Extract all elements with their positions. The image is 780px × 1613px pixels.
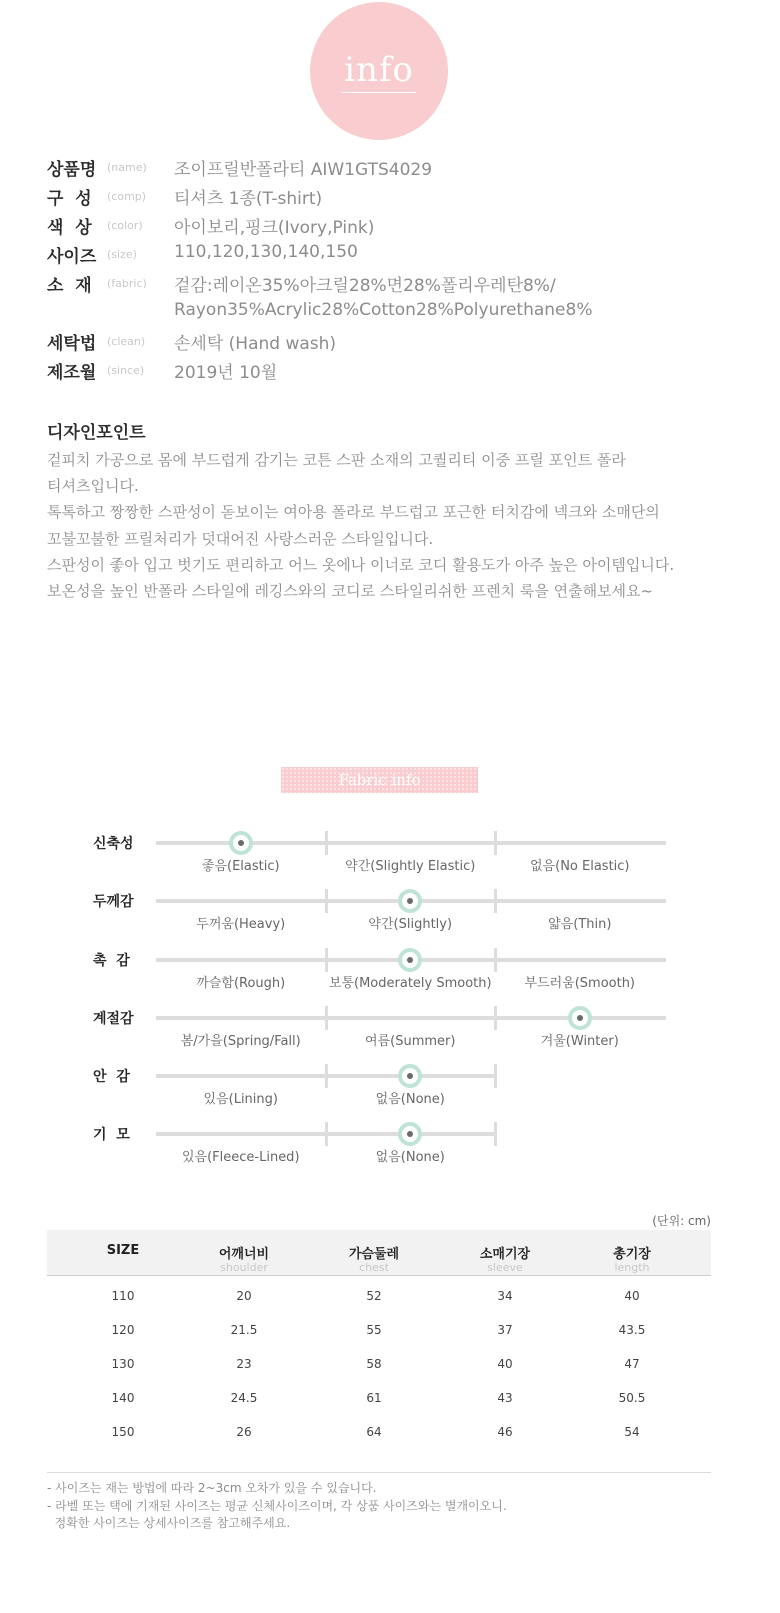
fabric-scale-divider xyxy=(325,1006,328,1030)
fabric-marker-center xyxy=(238,840,244,846)
fabric-row xyxy=(0,1127,780,1190)
fabric-info-title-text: Fabric info xyxy=(338,771,421,789)
table-row xyxy=(47,1313,711,1347)
fabric-option-label: 없음(No Elastic) xyxy=(530,859,630,874)
header-label: 어깨너비 xyxy=(218,1247,270,1262)
spec-sub-label: (fabric) xyxy=(107,277,147,290)
fabric-selected-marker xyxy=(398,948,422,972)
fabric-row-label: 신축성 xyxy=(93,836,134,852)
fabric-scale-divider xyxy=(325,831,328,855)
fabric-row-label: 촉 감 xyxy=(93,953,130,969)
table-cell: 43.5 xyxy=(618,1323,646,1337)
design-point-line: 톡톡하고 짱짱한 스판성이 돋보이는 여아용 폴라로 부드럽고 포근한 터치감에 넥크와 소매단의 xyxy=(47,503,660,522)
table-cell: 61 xyxy=(366,1391,382,1405)
table-cell: 34 xyxy=(497,1289,513,1303)
header-sublabel: sleeve xyxy=(487,1261,523,1274)
table-cell: 46 xyxy=(497,1425,513,1439)
header-label: 총기장 xyxy=(613,1247,651,1262)
fabric-info-title xyxy=(281,767,478,793)
fabric-scale-divider xyxy=(494,948,497,972)
spec-sub-label: (color) xyxy=(107,219,143,232)
fabric-option-label: 여름(Summer) xyxy=(365,1034,456,1049)
spec-value: 아이보리,핑크(Ivory,Pink) xyxy=(174,218,375,238)
fabric-scale-divider xyxy=(494,1122,497,1146)
fabric-option-label: 겨울(Winter) xyxy=(540,1034,619,1049)
size-table-header-cell xyxy=(58,1230,188,1258)
table-row xyxy=(47,1347,711,1381)
fabric-marker-center xyxy=(577,1015,583,1021)
size-note-line: - 라벨 또는 택에 기재된 사이즈는 평균 신체사이즈이며, 각 상품 사이즈와는 별개이오니. xyxy=(47,1498,507,1513)
fabric-option-label: 있음(Lining) xyxy=(203,1092,278,1107)
fabric-row-label: 기 모 xyxy=(93,1127,130,1143)
table-cell: 50.5 xyxy=(618,1391,646,1405)
table-cell: 55 xyxy=(366,1323,382,1337)
table-cell: 40 xyxy=(497,1357,513,1371)
spec-value: 겉감:레이온35%아크릴28%면28%폴리우레탄8%/ xyxy=(174,276,556,296)
table-cell: 24.5 xyxy=(230,1391,258,1405)
header-sublabel: length xyxy=(614,1261,650,1274)
fabric-row-label: 계절감 xyxy=(93,1011,134,1027)
fabric-scale-divider xyxy=(494,1006,497,1030)
fabric-scale-divider xyxy=(325,1064,328,1088)
spec-label: 제조월 xyxy=(47,363,97,383)
table-cell: 58 xyxy=(366,1357,382,1371)
unit-label: (단위: cm) xyxy=(652,1214,711,1228)
spec-value-continued: Rayon35%Acrylic28%Cotton28%Polyurethane8% xyxy=(174,300,593,320)
info-title: info xyxy=(342,50,416,93)
table-row xyxy=(47,1279,711,1313)
fabric-row xyxy=(0,894,780,957)
spec-label: 상품명 xyxy=(47,160,97,180)
fabric-marker-ring xyxy=(402,893,418,909)
fabric-marker-ring xyxy=(572,1010,588,1026)
table-cell: 26 xyxy=(236,1425,252,1439)
fabric-marker-center xyxy=(407,898,413,904)
table-cell: 21.5 xyxy=(230,1323,258,1337)
size-note-line: 정확한 사이즈는 상세사이즈를 참고해주세요. xyxy=(47,1516,291,1530)
table-cell: 20 xyxy=(236,1289,252,1303)
fabric-option-label: 보통(Moderately Smooth) xyxy=(328,976,492,991)
spec-label: 사이즈 xyxy=(47,247,97,267)
design-point-line: 스판성이 좋아 입고 벗기도 편리하고 어느 옷에나 이너로 코디 활용도가 아주 높은 아이템입니다. xyxy=(47,555,675,574)
size-table-bottom-rule xyxy=(47,1472,711,1473)
fabric-marker-ring xyxy=(402,1068,418,1084)
spec-sub-label: (clean) xyxy=(107,335,146,348)
spec-sub-label: (since) xyxy=(107,364,145,377)
spec-sub-label: (name) xyxy=(107,161,147,174)
fabric-option-label: 봄/가을(Spring/Fall) xyxy=(180,1034,301,1049)
table-row xyxy=(47,1415,711,1449)
info-badge xyxy=(310,2,448,140)
fabric-marker-center xyxy=(407,1073,413,1079)
fabric-option-label: 두꺼움(Heavy) xyxy=(196,917,286,932)
table-cell: 64 xyxy=(366,1425,382,1439)
table-cell: 43 xyxy=(497,1391,513,1405)
header-sublabel: chest xyxy=(359,1261,389,1274)
spec-value: 110,120,130,140,150 xyxy=(174,242,358,262)
design-point-line: 티셔츠입니다. xyxy=(47,477,139,496)
fabric-option-label: 없음(None) xyxy=(375,1150,445,1165)
fabric-selected-marker xyxy=(229,831,253,855)
spec-value: 티셔츠 1종(T-shirt) xyxy=(174,189,323,209)
fabric-option-label: 까슬함(Rough) xyxy=(196,976,286,991)
fabric-marker-ring xyxy=(233,835,249,851)
design-point-title: 디자인포인트 xyxy=(47,423,146,443)
fabric-marker-center xyxy=(407,957,413,963)
size-note-line: - 사이즈는 재는 방법에 따라 2~3cm 오차가 있을 수 있습니다. xyxy=(47,1481,377,1495)
fabric-option-label: 좋음(Elastic) xyxy=(201,859,280,874)
spec-value: 조이프릴반폴라티 AIW1GTS4029 xyxy=(174,160,433,180)
spec-label: 구 성 xyxy=(47,189,92,209)
table-cell: 110 xyxy=(111,1289,135,1303)
spec-value: 손세탁 (Hand wash) xyxy=(174,334,337,354)
fabric-scale-divider xyxy=(494,1064,497,1088)
fabric-scale-divider xyxy=(494,889,497,913)
fabric-row-label: 두께감 xyxy=(93,894,134,910)
fabric-option-label: 얇음(Thin) xyxy=(548,917,612,932)
header-sublabel: shoulder xyxy=(220,1261,268,1274)
spec-label: 소 재 xyxy=(47,276,92,296)
fabric-option-label: 약간(Slightly Elastic) xyxy=(345,859,476,874)
size-table-header-cell xyxy=(440,1230,570,1274)
fabric-option-label: 부드러움(Smooth) xyxy=(524,976,636,991)
design-point-line: 꼬불꼬불한 프릴처리가 덧대어진 사랑스러운 스타일입니다. xyxy=(47,529,434,548)
fabric-marker-ring xyxy=(402,1126,418,1142)
table-cell: 150 xyxy=(111,1425,135,1439)
table-row xyxy=(47,1381,711,1415)
header-label: 가슴둘레 xyxy=(348,1247,400,1262)
fabric-selected-marker xyxy=(398,1122,422,1146)
header-label: SIZE xyxy=(106,1243,140,1258)
table-cell: 37 xyxy=(497,1323,513,1337)
fabric-selected-marker xyxy=(568,1006,592,1030)
table-cell: 140 xyxy=(111,1391,135,1405)
fabric-scale-divider xyxy=(325,1122,328,1146)
table-cell: 52 xyxy=(366,1289,382,1303)
design-point-line: 겉피치 가공으로 몸에 부드럽게 감기는 코튼 스판 소재의 고퀄리티 이중 프릴 포인트 폴라 xyxy=(47,451,626,469)
table-cell: 130 xyxy=(111,1357,135,1371)
table-cell: 54 xyxy=(624,1425,640,1439)
spec-sub-label: (comp) xyxy=(107,190,147,203)
table-cell: 47 xyxy=(624,1357,640,1371)
header-label: 소매기장 xyxy=(479,1247,531,1262)
fabric-option-label: 없음(None) xyxy=(375,1092,445,1107)
design-point-line: 보온성을 높인 반폴라 스타일에 레깅스와의 코디로 스타일리쉬한 프렌치 룩을 연출해보세요~ xyxy=(47,582,654,600)
size-table-header-cell xyxy=(179,1230,309,1274)
fabric-scale-divider xyxy=(325,889,328,913)
fabric-row-label: 안 감 xyxy=(93,1069,130,1085)
spec-value: 2019년 10월 xyxy=(174,363,278,383)
fabric-option-label: 약간(Slightly) xyxy=(368,917,453,932)
size-table-header xyxy=(47,1230,711,1276)
fabric-selected-marker xyxy=(398,889,422,913)
fabric-scale-divider xyxy=(494,831,497,855)
size-table-header-cell xyxy=(567,1230,697,1274)
fabric-scale-divider xyxy=(325,948,328,972)
table-cell: 40 xyxy=(624,1289,640,1303)
table-cell: 23 xyxy=(236,1357,252,1371)
spec-label: 색 상 xyxy=(47,218,92,238)
spec-label: 세탁법 xyxy=(47,334,97,354)
fabric-option-label: 있음(Fleece-Lined) xyxy=(181,1150,300,1165)
table-cell: 120 xyxy=(111,1323,135,1337)
spec-sub-label: (size) xyxy=(107,248,137,261)
size-table-header-cell xyxy=(309,1230,439,1274)
fabric-selected-marker xyxy=(398,1064,422,1088)
fabric-marker-center xyxy=(407,1131,413,1137)
fabric-marker-ring xyxy=(402,952,418,968)
